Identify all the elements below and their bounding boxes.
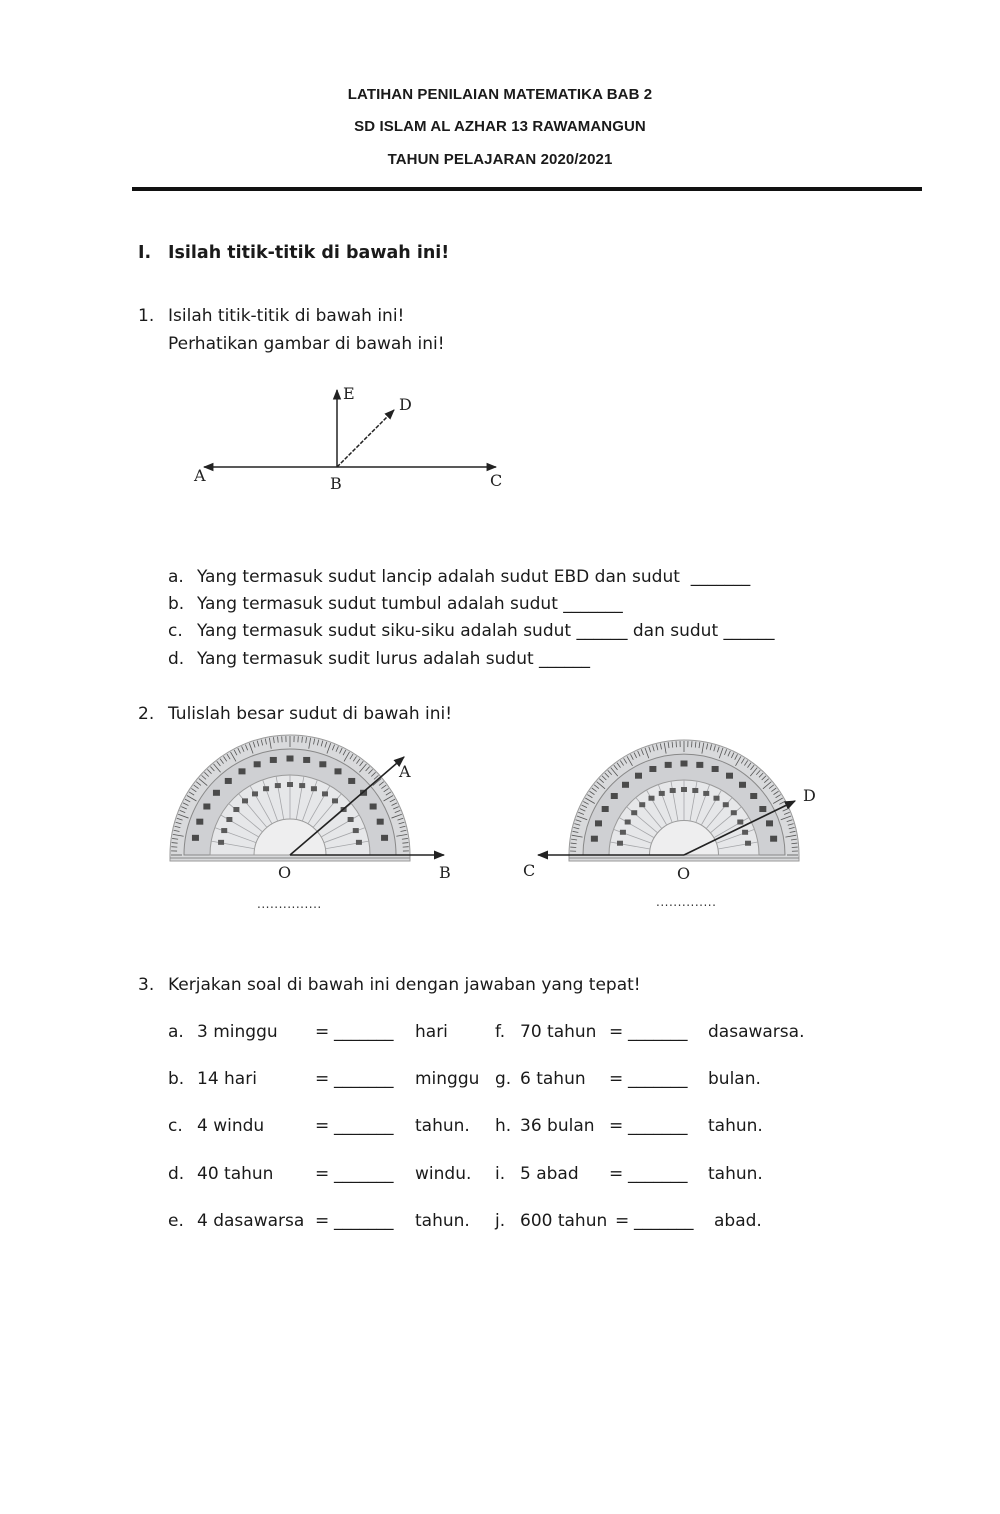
- q3-unit: tahun.: [415, 1116, 470, 1136]
- q3-blank[interactable]: _______: [334, 1116, 394, 1136]
- q1-instruction-2: Perhatikan gambar di bawah ini!: [168, 334, 445, 354]
- header-year: TAHUN PELAJARAN 2020/2021: [387, 151, 613, 168]
- q3-blank[interactable]: _______: [334, 1164, 394, 1184]
- protractor-number-mark: [737, 820, 743, 825]
- protractor-number-mark: [649, 766, 656, 772]
- q1-number: 1.: [138, 306, 155, 326]
- q3-equals: =: [315, 1116, 330, 1136]
- q1-item-text: Yang termasuk sudit lurus adalah sudut ______: [197, 649, 591, 669]
- q3-equals: =: [315, 1211, 330, 1231]
- protractor-number-mark: [723, 802, 729, 807]
- q1-item-text: Yang termasuk sudut lancip adalah sudut EBD dan sudut _______: [197, 567, 751, 587]
- protractor-number-mark: [617, 841, 623, 846]
- q3-unit: bulan.: [708, 1069, 761, 1089]
- q3-item: 40 tahun: [197, 1164, 274, 1184]
- q2-number: 2.: [138, 704, 155, 724]
- label-b: B: [439, 863, 451, 882]
- label-o: O: [278, 863, 292, 882]
- q3-letter: h.: [495, 1116, 512, 1136]
- q2-answer-2[interactable]: ..............: [656, 895, 717, 909]
- header-school: SD ISLAM AL AZHAR 13 RAWAMANGUN: [354, 118, 646, 135]
- protractor-number-mark: [681, 761, 688, 767]
- q3-blank[interactable]: _______: [634, 1211, 694, 1231]
- label-a: A: [194, 466, 206, 485]
- label-d: D: [399, 395, 412, 414]
- q3-equals: =: [315, 1022, 330, 1042]
- label-o: O: [677, 864, 691, 883]
- protractor-number-mark: [595, 820, 602, 826]
- q1-item-text: Yang termasuk sudut siku-siku adalah sudut ______ dan sudut ______: [197, 621, 775, 641]
- protractor-number-mark: [731, 810, 737, 815]
- q1-item-text: Yang termasuk sudut tumbul adalah sudut _______: [197, 594, 623, 614]
- label-b: B: [330, 474, 342, 493]
- protractor-number-mark: [692, 788, 698, 793]
- q1-item-letter: d.: [168, 649, 185, 669]
- protractor-number-mark: [742, 830, 748, 835]
- protractor-number-mark: [726, 773, 733, 779]
- q3-item: 36 bulan: [520, 1116, 595, 1136]
- q3-equals: =: [609, 1069, 624, 1089]
- label-c: C: [523, 861, 536, 880]
- protractor-number-mark: [649, 796, 655, 801]
- q1-item-letter: a.: [168, 567, 184, 587]
- protractor-number-mark: [639, 802, 645, 807]
- protractor-number-mark: [739, 782, 746, 788]
- protractor-number-mark: [681, 787, 687, 792]
- q3-blank[interactable]: _______: [334, 1022, 394, 1042]
- q3-number: 3.: [138, 975, 155, 995]
- q3-item: 5 abad: [520, 1164, 579, 1184]
- protractor-number-mark: [622, 782, 629, 788]
- protractor-number-mark: [714, 796, 720, 801]
- q3-equals: =: [315, 1164, 330, 1184]
- q3-letter: c.: [168, 1116, 183, 1136]
- q3-item: 14 hari: [197, 1069, 257, 1089]
- q3-item: 4 windu: [197, 1116, 265, 1136]
- q1-item-letter: b.: [168, 594, 185, 614]
- q1-instruction: Isilah titik-titik di bawah ini!: [168, 306, 405, 326]
- q3-item: 70 tahun: [520, 1022, 597, 1042]
- q3-equals: =: [609, 1116, 624, 1136]
- q3-unit: tahun.: [415, 1211, 470, 1231]
- q2-answer-1[interactable]: ...............: [257, 897, 322, 911]
- q3-equals: =: [615, 1211, 630, 1231]
- q3-equals: =: [609, 1164, 624, 1184]
- label-c: C: [490, 471, 503, 490]
- q3-item: 6 tahun: [520, 1069, 586, 1089]
- protractor-number-mark: [759, 806, 766, 812]
- protractor-number-mark: [659, 791, 665, 796]
- q2-instruction: Tulislah besar sudut di bawah ini!: [168, 704, 453, 724]
- q3-instruction: Kerjakan soal di bawah ini dengan jawaban yang tepat!: [168, 975, 641, 995]
- q1-item-letter: c.: [168, 621, 183, 641]
- q3-unit: tahun.: [708, 1116, 763, 1136]
- protractor-number-mark: [703, 791, 709, 796]
- protractor-number-mark: [770, 836, 777, 842]
- header-title: LATIHAN PENILAIAN MATEMATIKA BAB 2: [347, 86, 653, 103]
- protractor-number-mark: [712, 766, 719, 772]
- q3-letter: b.: [168, 1069, 185, 1089]
- protractor-number-mark: [766, 820, 773, 826]
- q3-unit: minggu: [415, 1069, 480, 1089]
- q3-letter: e.: [168, 1211, 184, 1231]
- label-e: E: [343, 384, 355, 403]
- protractor-number-mark: [625, 820, 631, 825]
- q3-unit: tahun.: [708, 1164, 763, 1184]
- q3-letter: g.: [495, 1069, 512, 1089]
- q3-blank[interactable]: _______: [334, 1069, 394, 1089]
- label-d: D: [803, 786, 816, 805]
- protractor-number-mark: [631, 810, 637, 815]
- protractor-number-mark: [591, 836, 598, 842]
- label-a: A: [399, 762, 411, 781]
- protractor-number-mark: [635, 773, 642, 779]
- q3-letter: j.: [495, 1211, 506, 1231]
- protractor-number-mark: [750, 793, 757, 799]
- q3-unit: hari: [415, 1022, 448, 1042]
- q3-blank[interactable]: _______: [628, 1164, 688, 1184]
- protractor-number-mark: [602, 806, 609, 812]
- q3-equals: =: [315, 1069, 330, 1089]
- q3-unit: dasawarsa.: [708, 1022, 805, 1042]
- q3-blank[interactable]: _______: [334, 1211, 394, 1231]
- q3-item: 3 minggu: [197, 1022, 278, 1042]
- q3-item: 4 dasawarsa: [197, 1211, 305, 1231]
- q3-equals: =: [609, 1022, 624, 1042]
- q3-unit: windu.: [415, 1164, 472, 1184]
- q3-blank[interactable]: _______: [628, 1116, 688, 1136]
- q3-letter: a.: [168, 1022, 184, 1042]
- section-number: I.: [138, 243, 152, 263]
- q3-letter: d.: [168, 1164, 185, 1184]
- protractor-number-mark: [696, 762, 703, 768]
- q3-blank[interactable]: _______: [628, 1069, 688, 1089]
- protractor-number-mark: [665, 762, 672, 768]
- protractor-number-mark: [620, 830, 626, 835]
- protractor-number-mark: [670, 788, 676, 793]
- q3-letter: f.: [495, 1022, 506, 1042]
- section-title: Isilah titik-titik di bawah ini!: [168, 243, 450, 263]
- q3-letter: i.: [495, 1164, 506, 1184]
- q3-unit: abad.: [714, 1211, 762, 1231]
- protractor-2: [569, 740, 799, 861]
- protractor-number-mark: [745, 841, 751, 846]
- q3-blank[interactable]: _______: [628, 1022, 688, 1042]
- q3-item: 600 tahun: [520, 1211, 608, 1231]
- protractor-number-mark: [611, 793, 618, 799]
